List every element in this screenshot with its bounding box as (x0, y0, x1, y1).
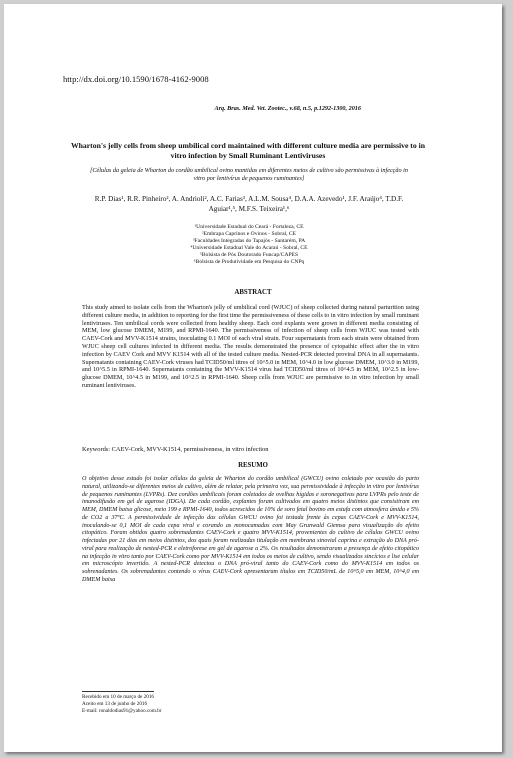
doi-link[interactable]: http://dx.doi.org/10.1590/1678-4162-9008 (63, 74, 209, 84)
paper-title: Wharton's jelly cells from sheep umbilical cord maintained with different culture media are permissive to in vitro infection by Small Ruminant Lentiviruses (70, 141, 426, 160)
paper-page (4, 4, 502, 752)
author-list: R.P. Dias¹, R.R. Pinheiro², A. Andrioli², A.C. Farias³, A.L.M. Sousa⁴, D.A.A. Azevedo¹, J.F. Araújo⁴, T.D.F. Aguiar¹,⁵, M.F.S. Teixeira¹,⁶ (94, 195, 404, 213)
abstract-heading: ABSTRACT (234, 289, 272, 296)
affiliation-5: ⁵Bolsista de Pós Doutorado Funcap/CAPES (199, 251, 299, 258)
journal-reference: Arq. Bras. Med. Vet. Zootec., v.68, n.5, p.1292-1300, 2016 (214, 105, 361, 112)
affiliation-3: ³Faculdades Integradas do Tapajós - Santarém, PA (192, 237, 306, 244)
affiliation-1: ¹Universidade Estadual do Ceará - Fortaleza, CE (194, 224, 304, 230)
footnote-divider (82, 691, 154, 692)
resumo-heading: RESUMO (238, 462, 268, 469)
paper-subtitle: [Células da geleia de Wharton do cordão umbilical ovino mantidas em diferentes meios de cultivo são permissivas à infecção in vitro por lentivírus de pequenos ruminantes] (90, 167, 408, 182)
affiliation-2: ²Embrapa Caprinos e Ovinos - Sobral, CE (201, 230, 297, 237)
affiliations (124, 224, 374, 265)
resumo-text: O objetivo desse estudo foi isolar células da geleia de Wharton do cordão umbilical (GWCU) ovino coletado por ocasião do parto natural, utilizando-se diferentes meios de cultivo, além de relatar, pela primeira vez, sua permissividade à infecção in vitro por lentivírus de pequenos ruminantes (LVPRs). Dez cordões umbilicais foram coletados de ovelhas hígidas e soronegativas para LVPRs pelo teste de imunodifusão em gel de agarose (IDGA). De cada cordão, explantes foram cultivados em quatro meios distintos que consistiram em MEM, DMEM baixa glicose, meio 199 e RPMI-1640, todos acrescidos de 10% de soro fetal bovino em estufa com atmosfera úmida e 5% de CO2 a 37ºC. A permissividade de infecção das células GWCU ovino foi testada frente às cepas CAEV-Cork e MVV-K1514, inoculando-se 0,1 MOI de cada cepa viral e corando as monocamadas com May Grunwald Giemsa para visualização do efeito citopático. Foram obtidos quatro sobrenadantes CAEV-Cork e quatro MVV-K1514, provenientes do cultivo de células GWCU ovino infectadas por 21 dias em meios distintos, dos quais foram realizadas titulação em membrana sinovial caprina e extração do DNA pró-viral para realização de nested-PCR e eletroforese em gel de agarose a 2%. Os resultados demonstraram a presença de efeito citopático na infecção in vitro tanto por CAEV-Cork como por MVV-K1514 em todos os meios de cultivo, sendo visualizados sincícios e lise celular em microscópio invertido. A nested-PCR detectou o DNA pró-viral tanto do CAEV-Cork como do MVV-K1514 em todos os sobrenadantes. Os sobrenadantes contendo o vírus CAEV-Cork apresentaram títulos em TCID50/mL de 10^5,0 em MEM, 10^4,0 em DMEM baixa (82, 476, 419, 583)
received-date: Recebido em 10 de março de 2016 (82, 694, 155, 700)
accepted-date: Aceito em 13 de junho de 2016 (82, 701, 148, 707)
keywords: Keywords: CAEV-Cork, MVV-K1514, permissiveness, in vitro infection (82, 446, 269, 453)
affiliation-6: ⁶Bolsista de Produtividade em Pesquisa do CNPq (193, 258, 305, 265)
footnotes (82, 694, 162, 715)
abstract-text: This study aimed to isolate cells from the Wharton's jelly of umbilical cord (WJUC) of sheep collected during natural parturition using different culture media, in addition to reporting for the first time the permissiveness of these cells to in vitro infection by small ruminant lentiviruses. Ten umbilical cords were collected from healthy sheep. Each cord explants were grown in different media consisting of MEM, low glucose DMEM, M199, and RPMI-1640. The permissiveness of infection of sheep cells from WJUC was tested with CAEV-Cork and MVV-K1514 strains, inoculating 0.1 MOI of each viral strain. Four supernatants from each strain were obtained from WJUC sheep cell cultures infected in different media. The results demonstrated the presence of cytopathic effect after the in vitro infection by CAEV Cork and MVV K1514 with all of the tested culture media. Nested-PCR detected proviral DNA in all supernatants. Supernatants containing CAEV-Cork viruses had TCID50/ml titres of 10^5.0 in MEM, 10^4.0 in low glucose DMEM, 10^3.0 in M199, and 10^5.5 in RPMI-1640. Supernatants containing the MVV-K1514 virus had TCID50/ml titres of 10^4.5 in MEM, 10^2.5 in low-glucose DMEM, 10^4.5 in M199, and 10^2.5 in RPMI-1640. Sheep cells from WJUC are permissive to in vitro infection by small ruminant lentiviruses. (82, 304, 419, 389)
contact-email[interactable]: E-mail: ronaldodias91@yahoo.com.br (82, 708, 162, 714)
affiliation-4: ⁴Universidade Estadual Vale do Acaraú - Sobral, CE (190, 244, 308, 251)
